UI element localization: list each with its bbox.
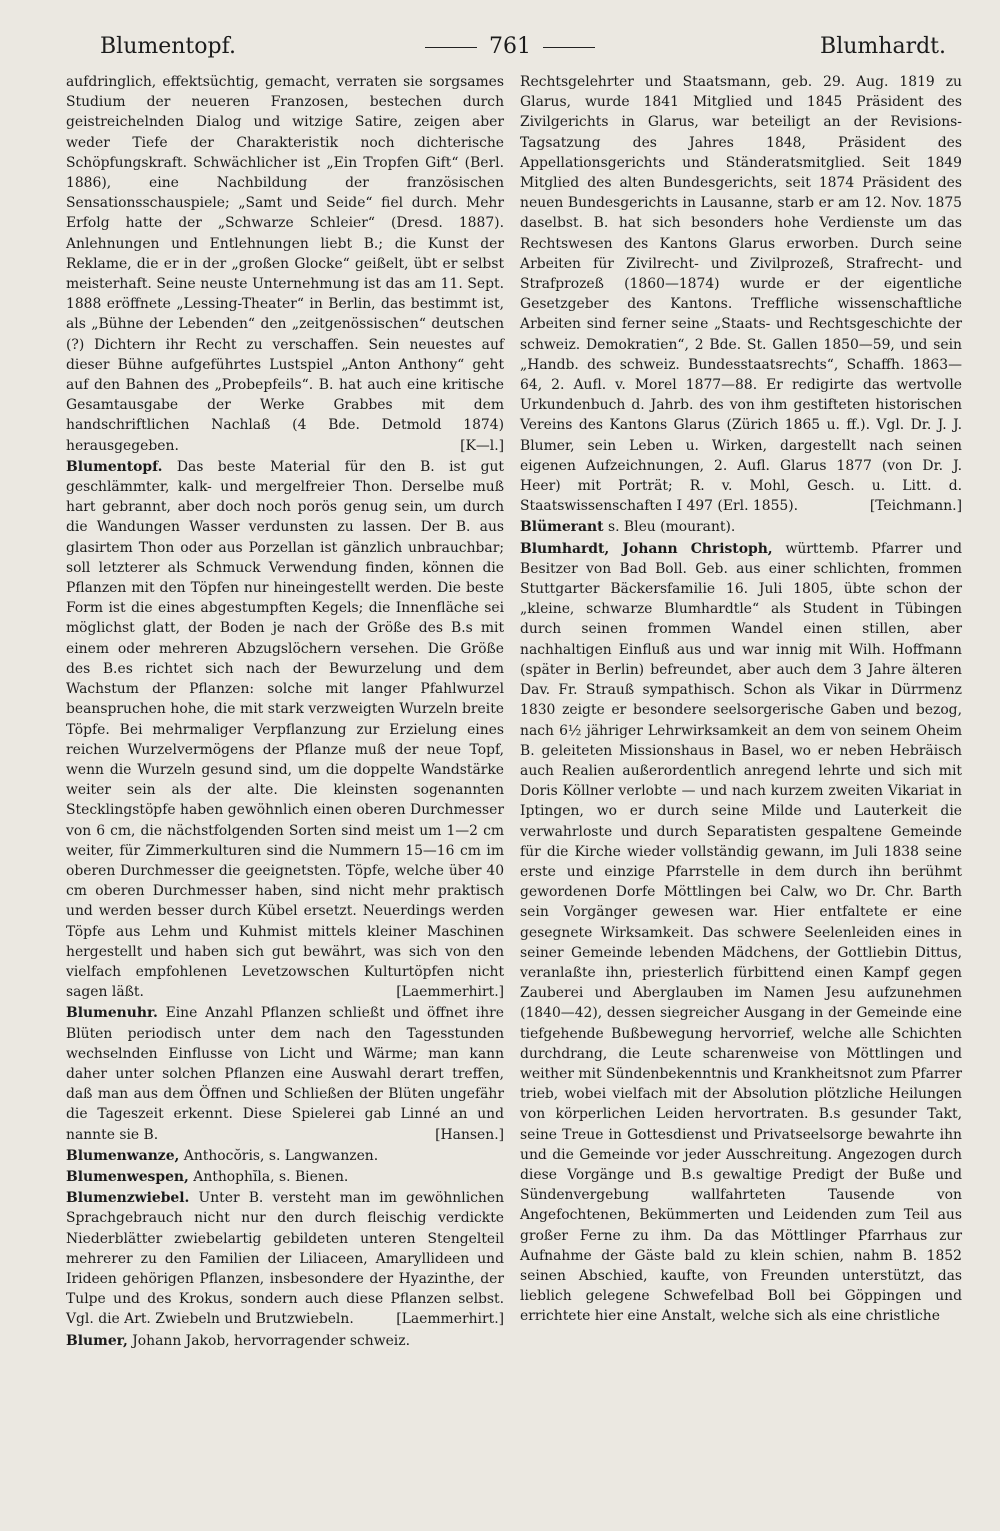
entry-blumhardt: Blumhardt, Johann Christoph, württemb. Pfarrer und Besitzer von Bad Boll. Geb. aus einer schlichten, frommen Stuttgarter Bäckersfamilie 16. Juli 1805, übte schon der „kleine, schwarze Blumhardtle“ als Student in Tübingen durch seinen frommen Wandel einen stillen, aber nachhaltigen Einfluß aus und war innig mit Wilh. Hoffmann (später in Berlin) befreundet, aber auch dem 3 Jahre älteren Dav. Fr. Strauß sympathisch. Schon als Vikar in Dürrmenz 1830 zeigte er besondere seelsorgerische Gaben und bezog, nach 6½ jähriger Lehrwirksamkeit an dem von seinem Oheim B. geleiteten Missionshaus in Basel, wo er neben Hebräisch auch Realien außerordentlich anregend lehrte und sich mit Doris Köllner verlobte — und nach kurzem zweiten Vikariat in Iptingen, wo er durch seine Milde und Lauterkeit die verwahrloste und durch Separatisten gespaltene Gemeinde für die Kirche wieder vollständig gewann, im Juli 1838 seine erste und einzige Pfarrstelle in dem durch ihn berühmt gewordenen Dorfe Möttlingen bei Calw, wo Dr. Chr. Barth sein Vorgänger gewesen war. Hier entfaltete er eine gesegnete Wirksamkeit. Das schwere Seelenleiden eines in seiner Gemeinde lebenden Mädchens, der Gottliebin Dittus, veranlaßte ihn, priesterlich fürbittend einen Kampf gegen Zauberei und Aberglauben im Namen Jesu aufzunehmen (1840—42), dessen siegreicher Ausgang in der Gemeinde eine tiefgehende Bußbewegung hervorrief, welche alle Schichten durchdrang, die Leute scharenweise von Möttlingen und weither mit Sündenbekenntnis und Krankheitsnot zum Pfarrer trieb, wobei vielfach mit der Absolution plötzliche Heilungen von körperlichen Leiden hervortraten. B.s gesunder Takt, seine Treue in Gottesdienst und Privatseelsorge bewahrte ihn und die Gemeinde vor jeder Ausschreitung. Angezogen durch diese Vorgänge und B.s gewaltige Predigt der Buße und Sündenvergebung wallfahrteten Tausende von Angefochtenen, Bekümmerten und Leidenden zum Teil aus großer Ferne zu ihm. Da das Möttlinger Pfarrhaus zur Aufnahme der Gäste bald zu klein schien, nahm B. 1852 seinen Abschied, kaufte, von Freunden unterstützt, das lieblich gelegene Schwefelbad Boll bei Göppingen und errichtete hier eine Anstalt, welche sich als eine christliche <box>520 540 963 1325</box>
author-signature: [K—l.] <box>460 437 505 454</box>
entry-blumentopf: Blumentopf. Das beste Material für den B. ist gut geschlämmter, kalk- und mergelfreier Thon. Derselbe muß hart gebrannt, aber doch noch porös genug sein, um durch die Wandungen Wasser verdunsten zu lassen. Der B. aus glasirtem Thon oder aus Porzellan ist gänzlich unbrauchbar; soll letzterer als Schmuck Verwendung finden, können die Pflanzen mit den Töpfen nur hineingestellt werden. Die beste Form ist die eines abgestumpften Kegels; die Innenfläche sei möglichst glatt, der Boden je nach der Größe des B.s mit einem oder mehreren Abzugslöchern versehen. Die Größe des B.es richtet sich nach der Bewurzelung und dem Wachstum der Pflanzen: solche mit langer Pfahlwurzel beanspruchen hohe, die mit stark verzweigten Wurzeln breite Töpfe. Bei mehrmaliger Verpflanzung zur Erzielung eines reichen Wurzelvermögens der Pflanze muß der neue Topf, wenn die Wurzeln gesund sind, um die doppelte Wandstärke weiter sein als der alte. Die kleinsten sogenannten Stecklingstöpfe haben gewöhnlich einen oberen Durchmesser von 6 cm, die nächstfolgenden Sorten sind meist um 1—2 cm weiter, für Zimmerkulturen sind die Nummern 15—16 cm im oberen Durchmesser die geeignetsten. Töpfe, welche über 40 cm oberen Durchmesser haben, sind nicht mehr praktisch und werden besser durch Kübel ersetzt. Neuerdings werden Töpfe aus Lehm und Kuhmist mittels kleiner Maschinen hergestellt und haben sich gut bewährt, was sich von den vielfach empfohlenen Levetzowschen Kulturtöpfen nicht sagen läßt. [Laemmerhirt.] <box>66 457 504 1002</box>
entry-blumer: Blumer, Johann Jakob, hervorragender schweiz. <box>66 1332 410 1349</box>
left-column <box>66 72 504 1351</box>
header-dash-right <box>543 47 595 48</box>
entry-headword: Blumenwespen, <box>66 1168 189 1185</box>
entry-blumenwanze: Blumenwanze, Anthocŏris, s. Langwanzen. <box>66 1147 379 1164</box>
header-left-keyword: Blumentopf. <box>100 34 236 59</box>
entry-blumenwespen: Blumenwespen, Anthophĭla, s. Bienen. <box>66 1168 349 1185</box>
author-signature: [Hansen.] <box>435 1126 505 1143</box>
author-signature: [Teichmann.] <box>869 498 962 515</box>
right-column <box>520 72 962 1351</box>
author-signature: [Laemmerhirt.] <box>396 1311 505 1328</box>
entry-blumenuhr: Blumenuhr. Eine Anzahl Pflanzen schließt und öffnet ihre Blüten periodisch unter dem nach den Tagesstunden wechselnden Einflusse von Licht und Wärme; man kann daher unter solchen Pflanzen eine Auswahl derart treffen, daß man aus dem Öffnen und Schließen der Blüten ungefähr die Tageszeit erkennt. Diese Spielerei gab Linné an und nannte sie B. [Hansen.] <box>66 1003 504 1144</box>
entry-headword: Blumenwanze, <box>66 1147 180 1164</box>
text-columns <box>58 72 962 1351</box>
author-signature: [Laemmerhirt.] <box>396 984 505 1001</box>
entry-headword: Blumer, <box>66 1332 128 1349</box>
entry-headword: Blümerant <box>520 519 604 536</box>
entry-blumenzwiebel: Blumenzwiebel. Unter B. versteht man im gewöhnlichen Sprachgebrauch nicht nur den durch fleischig verdickte Niederblätter zwiebelartig gebildeten unteren Stengelteil mehrerer zu den Familien der Liliaceen, Amaryllideen und Irideen gehörigen Pflanzen, insbesondere der Hyazinthe, der Tulpe und des Krokus, sondern auch diese Pflanzen selbst. Vgl. die Art. Zwiebeln und Brutzwiebeln. [Laemmerhirt.] <box>66 1188 504 1329</box>
running-header <box>58 30 962 70</box>
entry-blumer-continuation: Rechtsgelehrter und Staatsmann, geb. 29. Aug. 1819 zu Glarus, wurde 1841 Mitglied und 1845 Präsident des Zivilgerichts in Glarus, war beteiligt an der Revisions-Tagsatzung des Jahres 1848, Präsident des Appellationsgerichts und Ständeratsmitglied. Seit 1849 Mitglied des alten Bundesgerichts, seit 1874 Präsident des neuen Bundesgerichts in Lausanne, starb er am 12. Nov. 1875 daselbst. B. hat sich besonders hohe Verdienste um das Rechtswesen des Kantons Glarus erworben. Durch seine Arbeiten für Zivilrecht- und Zivilprozeß, Strafrecht- und Strafprozeß (1860—1874) wurde er der eigentliche Gesetzgeber des Kantons. Treffliche wissenschaftliche Arbeiten sind ferner seine „Staats- und Rechtsgeschichte der schweiz. Demokratien“, 2 Bde. St. Gallen 1850—59, und sein „Handb. des schweiz. Bundesstaatsrechts“, Schaffh. 1863—64, 2. Aufl. v. Morel 1877—88. Er redigirte das wertvolle Urkundenbuch d. Jahrb. des von ihm gestifteten historischen Vereins des Kantons Glarus (Zürich 1865 u. ff.). Vgl. Dr. J. J. Blumer, sein Leben u. Wirken, dargestellt nach seinen eigenen Aufzeichnungen, 2. Aufl. Glarus 1877 (von Dr. J. Heer) mit Porträt; R. v. Mohl, Gesch. u. Litt. d. Staatswissenschaften I 497 (Erl. 1855). [Teichmann.] <box>520 72 962 516</box>
entry-headword: Blumenuhr. <box>66 1005 158 1022</box>
entry-continuation: aufdringlich, effektsüchtig, gemacht, verraten sie sorgsames Studium der neueren Franzosen, bestechen durch geistreichelnden Dialog und witzige Satire, zeigen aber weder Tiefe der Charakteristik noch dichterische Schöpfungskraft. Schwächlicher ist „Ein Tropfen Gift“ (Berl. 1886), eine Nachbildung der französischen Sensationsschauspiele; „Samt und Seide“ fiel durch. Mehr Erfolg hatte der „Schwarze Schleier“ (Dresd. 1887). Anlehnungen und Entlehnungen liebt B.; die Kunst der Reklame, die er in der „großen Glocke“ geißelt, übt er selbst meisterhaft. Seine neuste Unternehmung ist das am 11. Sept. 1888 eröffnete „Lessing-Theater“ in Berlin, das bestimmt ist, als „Bühne der Lebenden“ den „zeitgenössischen“ deutschen (?) Dichtern ihr Recht zu verschaffen. Sein neuestes auf dieser Bühne aufgeführtes Lustspiel „Anton Anthony“ geht auf den Bahnen des „Probepfeils“. B. hat auch eine kritische Gesamtausgabe der Werke Grabbes mit dem handschriftlichen Nachlaß (4 Bde. Detmold 1874) herausgegeben. [K—l.] <box>66 72 504 456</box>
entry-headword: Blumhardt, Johann Christoph, <box>520 540 773 557</box>
entry-headword: Blumentopf. <box>66 458 163 475</box>
header-dash-left <box>425 47 477 48</box>
header-right-keyword: Blumhardt. <box>820 34 946 59</box>
page-number: 761 <box>489 34 531 59</box>
entry-bluemerant: Blümerant s. Bleu (mourant). <box>520 519 736 536</box>
entry-headword: Blumenzwiebel. <box>66 1190 190 1207</box>
